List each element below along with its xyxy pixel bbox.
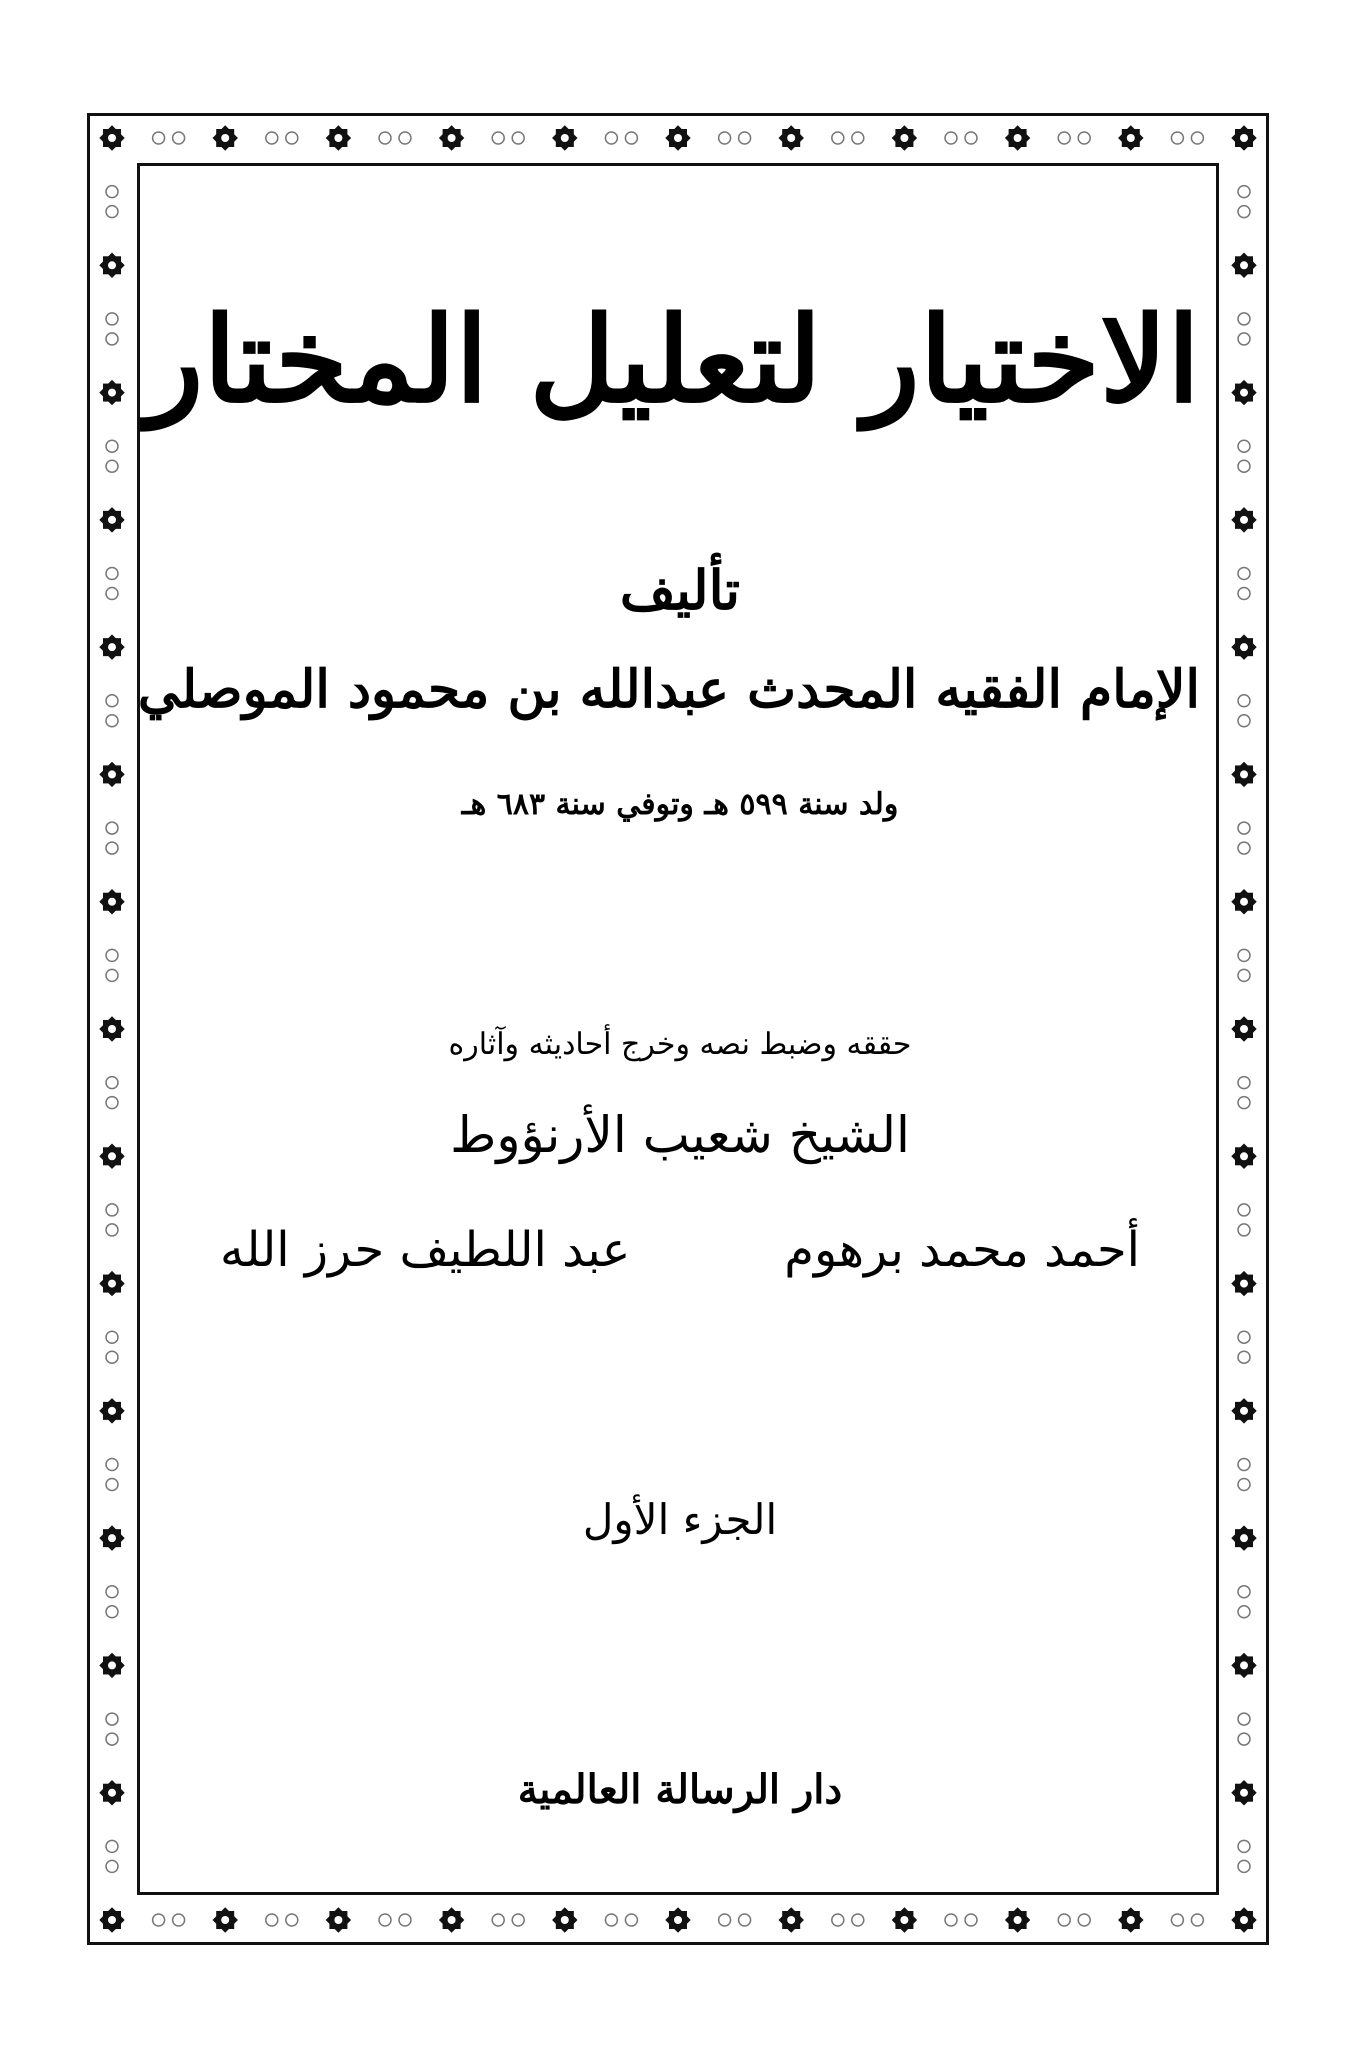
star-rosette-ornament	[778, 1907, 803, 1932]
star-rosette-ornament	[892, 125, 917, 150]
author-name: الإمام الفقيه المحدث عبدالله بن محمود الموصلي	[137, 659, 1200, 720]
star-rosette-ornament	[99, 762, 124, 787]
book-title: الاختيار لتعليل المختار	[146, 290, 1200, 429]
star-rosette-ornament	[99, 1780, 124, 1805]
star-rosette-ornament	[1231, 507, 1256, 532]
star-rosette-ornament	[212, 125, 237, 150]
scroll-ornament	[106, 440, 118, 472]
star-rosette-ornament	[439, 125, 464, 150]
star-rosette-ornament	[99, 1144, 124, 1169]
star-rosette-ornament	[326, 1907, 351, 1932]
publisher-name: دار الرسالة العالمية	[517, 1766, 843, 1813]
scroll-ornament	[1238, 186, 1250, 218]
scroll-ornament	[1238, 1077, 1250, 1109]
scroll-ornament	[106, 822, 118, 854]
author-dates: ولد سنة ٥٩٩ هـ وتوفي سنة ٦٨٣ هـ	[461, 787, 899, 822]
scroll-ornament	[1238, 1713, 1250, 1745]
scroll-ornament	[153, 132, 185, 144]
co-editor-name: عبد اللطيف حرز الله	[220, 1222, 631, 1278]
scroll-ornament	[1238, 568, 1250, 600]
scroll-ornament	[1058, 1914, 1090, 1926]
star-rosette-ornament	[99, 125, 124, 150]
star-rosette-ornament	[1005, 1907, 1030, 1932]
scroll-ornament	[1238, 949, 1250, 981]
scroll-ornament	[106, 313, 118, 345]
scroll-ornament	[1238, 313, 1250, 345]
scroll-ornament	[832, 1914, 864, 1926]
volume-label: الجزء الأول	[582, 1495, 778, 1544]
scroll-ornament	[106, 1459, 118, 1491]
scroll-ornament	[945, 132, 977, 144]
scroll-ornament	[832, 132, 864, 144]
scroll-ornament	[605, 1914, 637, 1926]
star-rosette-ornament	[99, 1653, 124, 1678]
scroll-ornament	[106, 1331, 118, 1363]
star-rosette-ornament	[1231, 1144, 1256, 1169]
star-rosette-ornament	[99, 1907, 124, 1932]
star-rosette-ornament	[1231, 889, 1256, 914]
star-rosette-ornament	[99, 1271, 124, 1296]
scroll-ornament	[1171, 132, 1203, 144]
scroll-ornament	[1238, 440, 1250, 472]
scroll-ornament	[1238, 1331, 1250, 1363]
star-rosette-ornament	[778, 125, 803, 150]
star-rosette-ornament	[326, 125, 351, 150]
scroll-ornament	[945, 1914, 977, 1926]
scroll-ornament	[1238, 1204, 1250, 1236]
star-rosette-ornament	[99, 380, 124, 405]
scroll-ornament	[106, 695, 118, 727]
star-rosette-ornament	[552, 125, 577, 150]
scroll-ornament	[492, 132, 524, 144]
scroll-ornament	[719, 132, 751, 144]
scroll-ornament	[106, 186, 118, 218]
star-rosette-ornament	[1231, 125, 1256, 150]
star-rosette-ornament	[212, 1907, 237, 1932]
star-rosette-ornament	[99, 1398, 124, 1423]
star-rosette-ornament	[1005, 125, 1030, 150]
scroll-ornament	[1238, 1840, 1250, 1872]
scroll-ornament	[106, 1077, 118, 1109]
authorship-label: تأليف	[619, 558, 741, 622]
scroll-ornament	[106, 1586, 118, 1618]
star-rosette-ornament	[665, 1907, 690, 1932]
star-rosette-ornament	[665, 125, 690, 150]
star-rosette-ornament	[1231, 634, 1256, 659]
scroll-ornament	[719, 1914, 751, 1926]
scroll-ornament	[379, 132, 411, 144]
scroll-ornament	[106, 1713, 118, 1745]
scroll-ornament	[266, 132, 298, 144]
scroll-ornament	[106, 1204, 118, 1236]
star-rosette-ornament	[552, 1907, 577, 1932]
star-rosette-ornament	[1231, 380, 1256, 405]
scroll-ornament	[605, 132, 637, 144]
star-rosette-ornament	[1231, 1653, 1256, 1678]
star-rosette-ornament	[99, 634, 124, 659]
star-rosette-ornament	[99, 1016, 124, 1041]
star-rosette-ornament	[99, 889, 124, 914]
star-rosette-ornament	[1231, 1907, 1256, 1932]
star-rosette-ornament	[99, 253, 124, 278]
scroll-ornament	[1238, 822, 1250, 854]
star-rosette-ornament	[99, 1525, 124, 1550]
star-rosette-ornament	[439, 1907, 464, 1932]
main-editor-name: الشيخ شعيب الأرنؤوط	[450, 1106, 910, 1164]
scroll-ornament	[106, 568, 118, 600]
co-editor-name: أحمد محمد برهوم	[784, 1222, 1140, 1278]
star-rosette-ornament	[1231, 1271, 1256, 1296]
scroll-ornament	[1171, 1914, 1203, 1926]
scroll-ornament	[1238, 1459, 1250, 1491]
star-rosette-ornament	[1118, 1907, 1143, 1932]
star-rosette-ornament	[1118, 125, 1143, 150]
scroll-ornament	[106, 1840, 118, 1872]
star-rosette-ornament	[1231, 1780, 1256, 1805]
star-rosette-ornament	[1231, 253, 1256, 278]
scroll-ornament	[1058, 132, 1090, 144]
scroll-ornament	[1238, 695, 1250, 727]
star-rosette-ornament	[99, 507, 124, 532]
star-rosette-ornament	[892, 1907, 917, 1932]
scroll-ornament	[379, 1914, 411, 1926]
scroll-ornament	[266, 1914, 298, 1926]
star-rosette-ornament	[1231, 1398, 1256, 1423]
scroll-ornament	[1238, 1586, 1250, 1618]
scroll-ornament	[106, 949, 118, 981]
star-rosette-ornament	[1231, 1016, 1256, 1041]
scroll-ornament	[492, 1914, 524, 1926]
star-rosette-ornament	[1231, 762, 1256, 787]
co-editors	[220, 1205, 1140, 1295]
scroll-ornament	[153, 1914, 185, 1926]
star-rosette-ornament	[1231, 1525, 1256, 1550]
editing-credit: حققه وضبط نصه وخرج أحاديثه وآثاره	[448, 1027, 912, 1062]
